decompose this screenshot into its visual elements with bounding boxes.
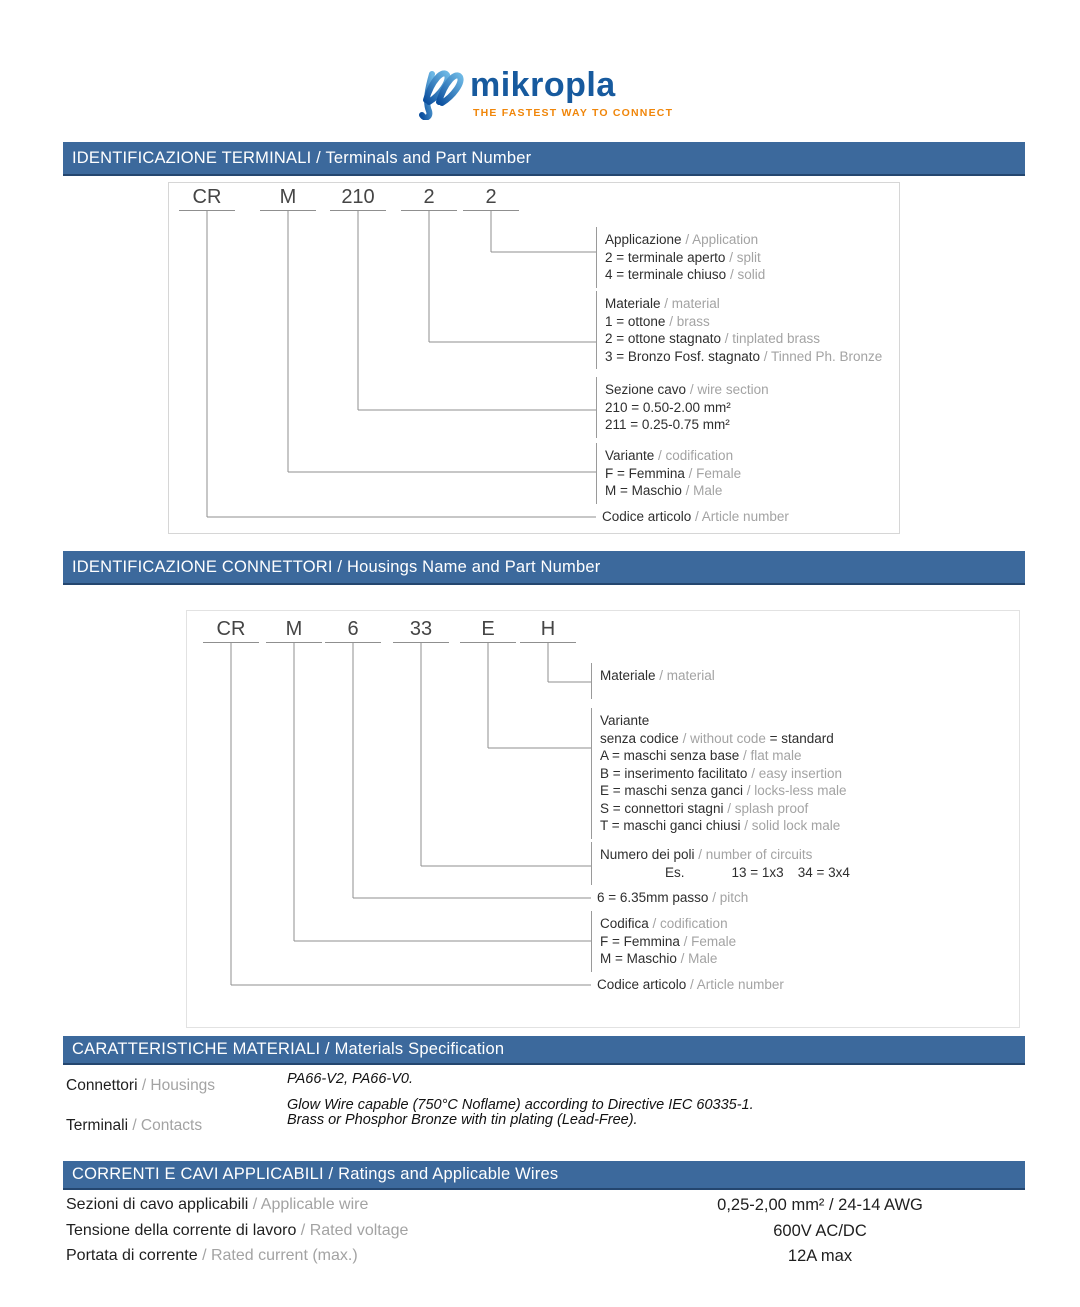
- spec-row-values: [287, 1107, 638, 1133]
- text-segment: 6 = 6.35mm passo: [597, 890, 709, 905]
- section-header-housings: [63, 551, 1025, 585]
- part-code: CR: [179, 189, 235, 211]
- diagram-label-line: [597, 976, 784, 994]
- rating-row-label: [66, 1222, 408, 1240]
- text-segment: / pitch: [708, 890, 749, 905]
- text-segment: E = maschi senza ganci: [600, 783, 743, 798]
- diagram-label-line: [600, 817, 846, 835]
- diagram-label-line: [600, 667, 715, 685]
- text-segment: 3 = Bronzo Fosf. stagnato: [605, 348, 760, 364]
- text-segment: 34 = 3x4: [797, 864, 850, 880]
- mikropla-mu-icon: [418, 60, 466, 120]
- diagram-label-line: [597, 889, 748, 907]
- text-segment: Variante: [600, 713, 650, 728]
- section-header-housings-label: IDENTIFICAZIONE CONNETTORI / Housings Name and Part Number: [72, 557, 601, 576]
- housings-part-number-diagram: [186, 610, 1020, 1028]
- text-segment: / split: [725, 249, 761, 265]
- logo-tagline: THE FASTEST WAY TO CONNECT: [473, 107, 674, 119]
- label-group-wire-section: [596, 377, 769, 438]
- text-segment: Terminali: [66, 1117, 129, 1134]
- diagram-label-line: [600, 782, 846, 800]
- diagram-label-line: [600, 864, 850, 882]
- spec-row-label: [66, 1117, 202, 1135]
- text-segment: / material: [660, 296, 720, 311]
- label-group-article: [602, 508, 789, 526]
- diagram-label-line: [600, 747, 846, 765]
- text-segment: / easy insertion: [747, 765, 842, 781]
- label-group-article: [597, 976, 784, 994]
- diagram-label-line: [605, 266, 765, 284]
- text-segment: / Rated current (max.): [197, 1247, 358, 1264]
- text-segment: Sezioni di cavo applicabili: [66, 1196, 249, 1213]
- spec-value-line: Glow Wire capable (750°C Noflame) according to Directive IEC 60335-1.: [287, 1097, 754, 1113]
- text-segment: / solid: [726, 267, 766, 282]
- text-segment: / material: [655, 668, 715, 683]
- text-segment: Connettori: [66, 1077, 138, 1094]
- diagram-label-line: [600, 712, 846, 730]
- text-segment: T = maschi ganci chiusi: [600, 818, 741, 833]
- diagram-label-line: [600, 800, 846, 818]
- section-header-terminals-label: IDENTIFICAZIONE TERMINALI / Terminals and Part Number: [72, 148, 532, 167]
- diagram-label-line: [605, 295, 882, 313]
- text-segment: Codice articolo: [602, 509, 692, 524]
- text-segment: / Tinned Ph. Bronze: [759, 348, 883, 364]
- text-segment: = standard: [769, 730, 834, 746]
- diagram-label-line: [605, 465, 741, 483]
- label-group-pitch: [597, 889, 748, 907]
- text-segment: 211 = 0.25-0.75 mm²: [605, 417, 730, 432]
- diagram-label-line: [605, 231, 765, 249]
- terminals-part-number-diagram: [168, 182, 900, 534]
- text-segment: 210 = 0.50-2.00 mm²: [605, 399, 731, 415]
- part-code: 210: [330, 189, 386, 211]
- diagram-label-line: [600, 846, 850, 864]
- diagram-label-line: [605, 447, 741, 465]
- rating-row-value: 600V AC/DC: [773, 1222, 867, 1240]
- text-segment: 4 = terminale chiuso: [605, 267, 727, 282]
- spec-value-line: Brass or Phosphor Bronze with tin plating (Lead-Free).: [287, 1112, 638, 1128]
- rating-row-value: 12A max: [787, 1247, 853, 1265]
- rating-row-label: [66, 1247, 358, 1265]
- spec-value-line: PA66-V2, PA66-V0.: [287, 1071, 414, 1087]
- diagram-label-line: [605, 416, 769, 434]
- section-header-ratings-label: CORRENTI E CAVI APPLICABILI / Ratings and Applicable Wires: [72, 1165, 559, 1183]
- text-segment: / Article number: [691, 509, 789, 524]
- text-segment: Applicazione: [605, 232, 682, 247]
- text-segment: 2 = terminale aperto: [605, 249, 726, 265]
- text-segment: / number of circuits: [694, 847, 813, 862]
- diagram-label-line: [605, 482, 741, 500]
- text-segment: 1 = ottone: [605, 313, 666, 329]
- text-segment: 2 = ottone stagnato: [605, 331, 721, 346]
- diagram-label-line: [605, 348, 882, 366]
- text-segment: / Application: [681, 232, 759, 247]
- text-segment: Portata di corrente: [66, 1247, 198, 1264]
- text-segment: / Housings: [137, 1077, 216, 1094]
- text-segment: / Male: [676, 951, 718, 966]
- rating-row-label: [66, 1196, 368, 1214]
- logo-wordmark: mikropla: [470, 66, 616, 104]
- text-segment: A = maschi senza base: [600, 748, 740, 763]
- text-segment: / flat male: [739, 748, 802, 763]
- label-group-codification: [591, 911, 736, 972]
- diagram-label-line: [602, 508, 789, 526]
- text-segment: / Contacts: [128, 1117, 203, 1134]
- label-group-material: [591, 663, 715, 699]
- text-segment: / Female: [679, 933, 737, 949]
- section-header-ratings: [63, 1161, 1025, 1190]
- section-header-materials: [63, 1036, 1025, 1065]
- diagram-label-line: [600, 765, 846, 783]
- part-code: 33: [393, 621, 449, 643]
- spec-row-label: [66, 1077, 215, 1095]
- text-segment: Numero dei poli: [600, 847, 695, 862]
- text-segment: 13 = 1x3: [731, 864, 784, 880]
- label-group-application: [596, 227, 765, 288]
- text-segment: S = connettori stagni: [600, 800, 724, 816]
- part-code: M: [266, 621, 322, 643]
- part-code: 2: [463, 189, 519, 211]
- rating-row-value: 0,25-2,00 mm² / 24-14 AWG: [717, 1196, 923, 1214]
- diagram-label-line: [600, 915, 736, 933]
- diagram-label-line: [600, 933, 736, 951]
- diagram-label-line: [605, 330, 882, 348]
- text-segment: Tensione della corrente di lavoro: [66, 1222, 297, 1239]
- label-group-variant: [591, 708, 846, 839]
- label-group-circuits: [591, 842, 850, 885]
- text-segment: Codice articolo: [597, 977, 687, 992]
- section-header-materials-label: CARATTERISTICHE MATERIALI / Materials Specification: [72, 1040, 505, 1058]
- text-segment: / Male: [681, 483, 723, 498]
- part-code: 2: [401, 189, 457, 211]
- text-segment: B = inserimento facilitato: [600, 765, 748, 781]
- section-header-terminals: [63, 142, 1025, 176]
- diagram-label-line: [600, 950, 736, 968]
- text-segment: M = Maschio: [605, 483, 682, 498]
- part-code: E: [460, 621, 516, 643]
- text-segment: Materiale: [600, 668, 656, 683]
- text-segment: / wire section: [686, 382, 769, 397]
- text-segment: Es.: [665, 864, 685, 880]
- part-code: H: [520, 621, 576, 643]
- text-segment: / locks-less male: [742, 783, 847, 798]
- diagram-label-line: [600, 730, 846, 748]
- text-segment: / codification: [648, 916, 728, 931]
- text-segment: / without code: [678, 730, 770, 746]
- text-segment: F = Femmina: [605, 465, 685, 481]
- diagram-label-line: [605, 249, 765, 267]
- text-segment: Codifica: [600, 916, 649, 931]
- diagram-label-line: [605, 399, 769, 417]
- text-segment: Materiale: [605, 296, 661, 311]
- text-segment: / tinplated brass: [720, 331, 821, 346]
- text-segment: / solid lock male: [740, 818, 841, 833]
- text-segment: / splash proof: [723, 800, 809, 816]
- text-segment: / Applicable wire: [248, 1196, 369, 1213]
- text-segment: / Article number: [686, 977, 784, 992]
- text-segment: M = Maschio: [600, 951, 677, 966]
- text-segment: Variante: [605, 448, 655, 463]
- part-code: 6: [325, 621, 381, 643]
- label-group-variant: [596, 443, 741, 504]
- text-segment: / Female: [684, 465, 742, 481]
- label-group-material: [596, 291, 882, 369]
- text-segment: Sezione cavo: [605, 382, 687, 397]
- text-segment: senza codice: [600, 730, 679, 746]
- text-segment: / codification: [654, 448, 734, 463]
- text-segment: / brass: [665, 313, 710, 329]
- part-code: M: [260, 189, 316, 211]
- diagram-label-line: [605, 381, 769, 399]
- diagram-label-line: [605, 313, 882, 331]
- text-segment: / Rated voltage: [296, 1222, 409, 1239]
- mikropla-logo: [418, 58, 678, 124]
- text-segment: F = Femmina: [600, 933, 680, 949]
- part-code: CR: [203, 621, 259, 643]
